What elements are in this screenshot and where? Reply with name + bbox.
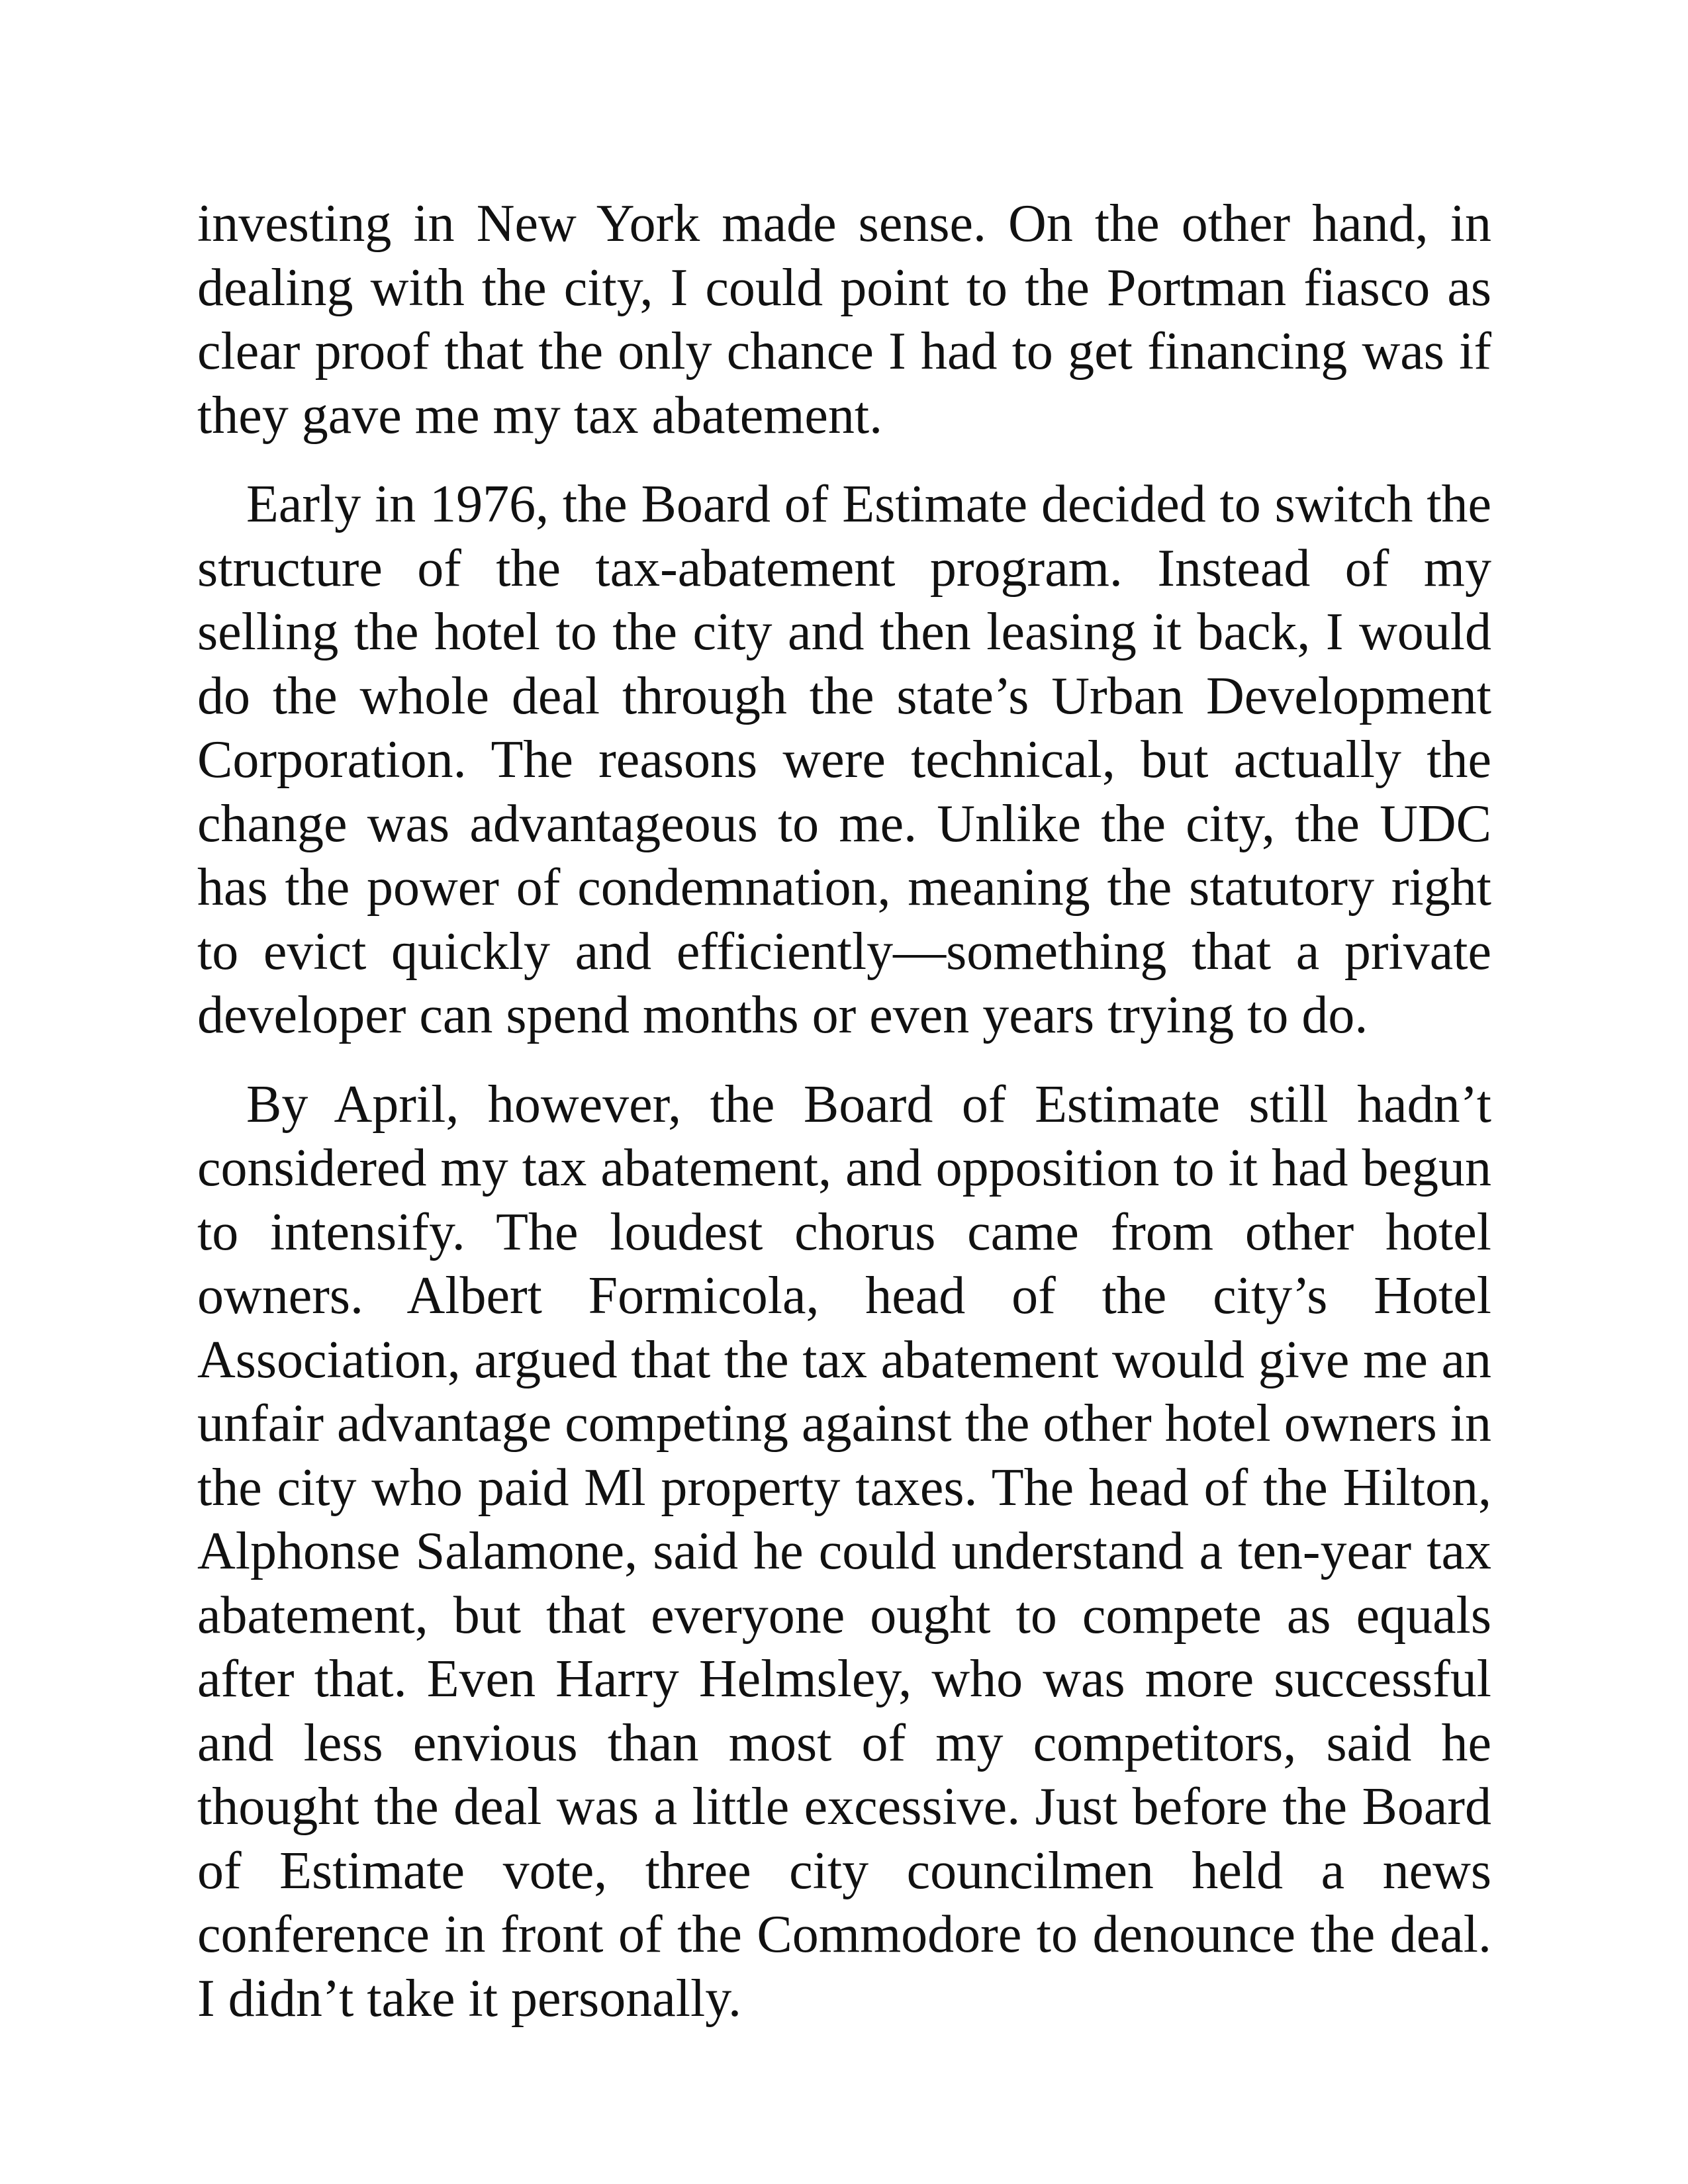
paragraph-2: Early in 1976, the Board of Estimate decided to switch the structure of the tax-abatement program. Instead of my selling the hotel to the city and then leasing it back, I would do the whole deal through the state’s Urban Development Corporation. The reasons were technical, but actually the change was advantageous to me. Unlike the city, the UDC has the power of condemnation, meaning the statutory right to evict quickly and efficiently—something that a private developer can spend months or even years trying to do. (197, 475, 1491, 1044)
document-page (197, 192, 1491, 2056)
paragraph-1: investing in New York made sense. On the other hand, in dealing with the city, I could point to the Portman fiasco as clear proof that the only chance I had to get financing was if they gave me my tax abatement. (197, 195, 1491, 445)
paragraph-3: By April, however, the Board of Estimate still hadn’t considered my tax abatement, and opposition to it had begun to intensify. The loudest chorus came from other hotel owners. Albert Formicola, head of the city’s Hotel Association, argued that the tax abatement would give me an unfair advantage competing against the other hotel owners in the city who paid Ml property taxes. The head of the Hilton, Alphonse Salamone, said he could understand a ten-year tax abatement, but that everyone ought to compete as equals after that. Even Harry Helmsley, who was more successful and less envious than most of my competitors, said he thought the deal was a little excessive. Just before the Board of Estimate vote, three city councilmen held a news conference in front of the Commodore to denounce the deal. I didn’t take it personally. (197, 1075, 1491, 2028)
